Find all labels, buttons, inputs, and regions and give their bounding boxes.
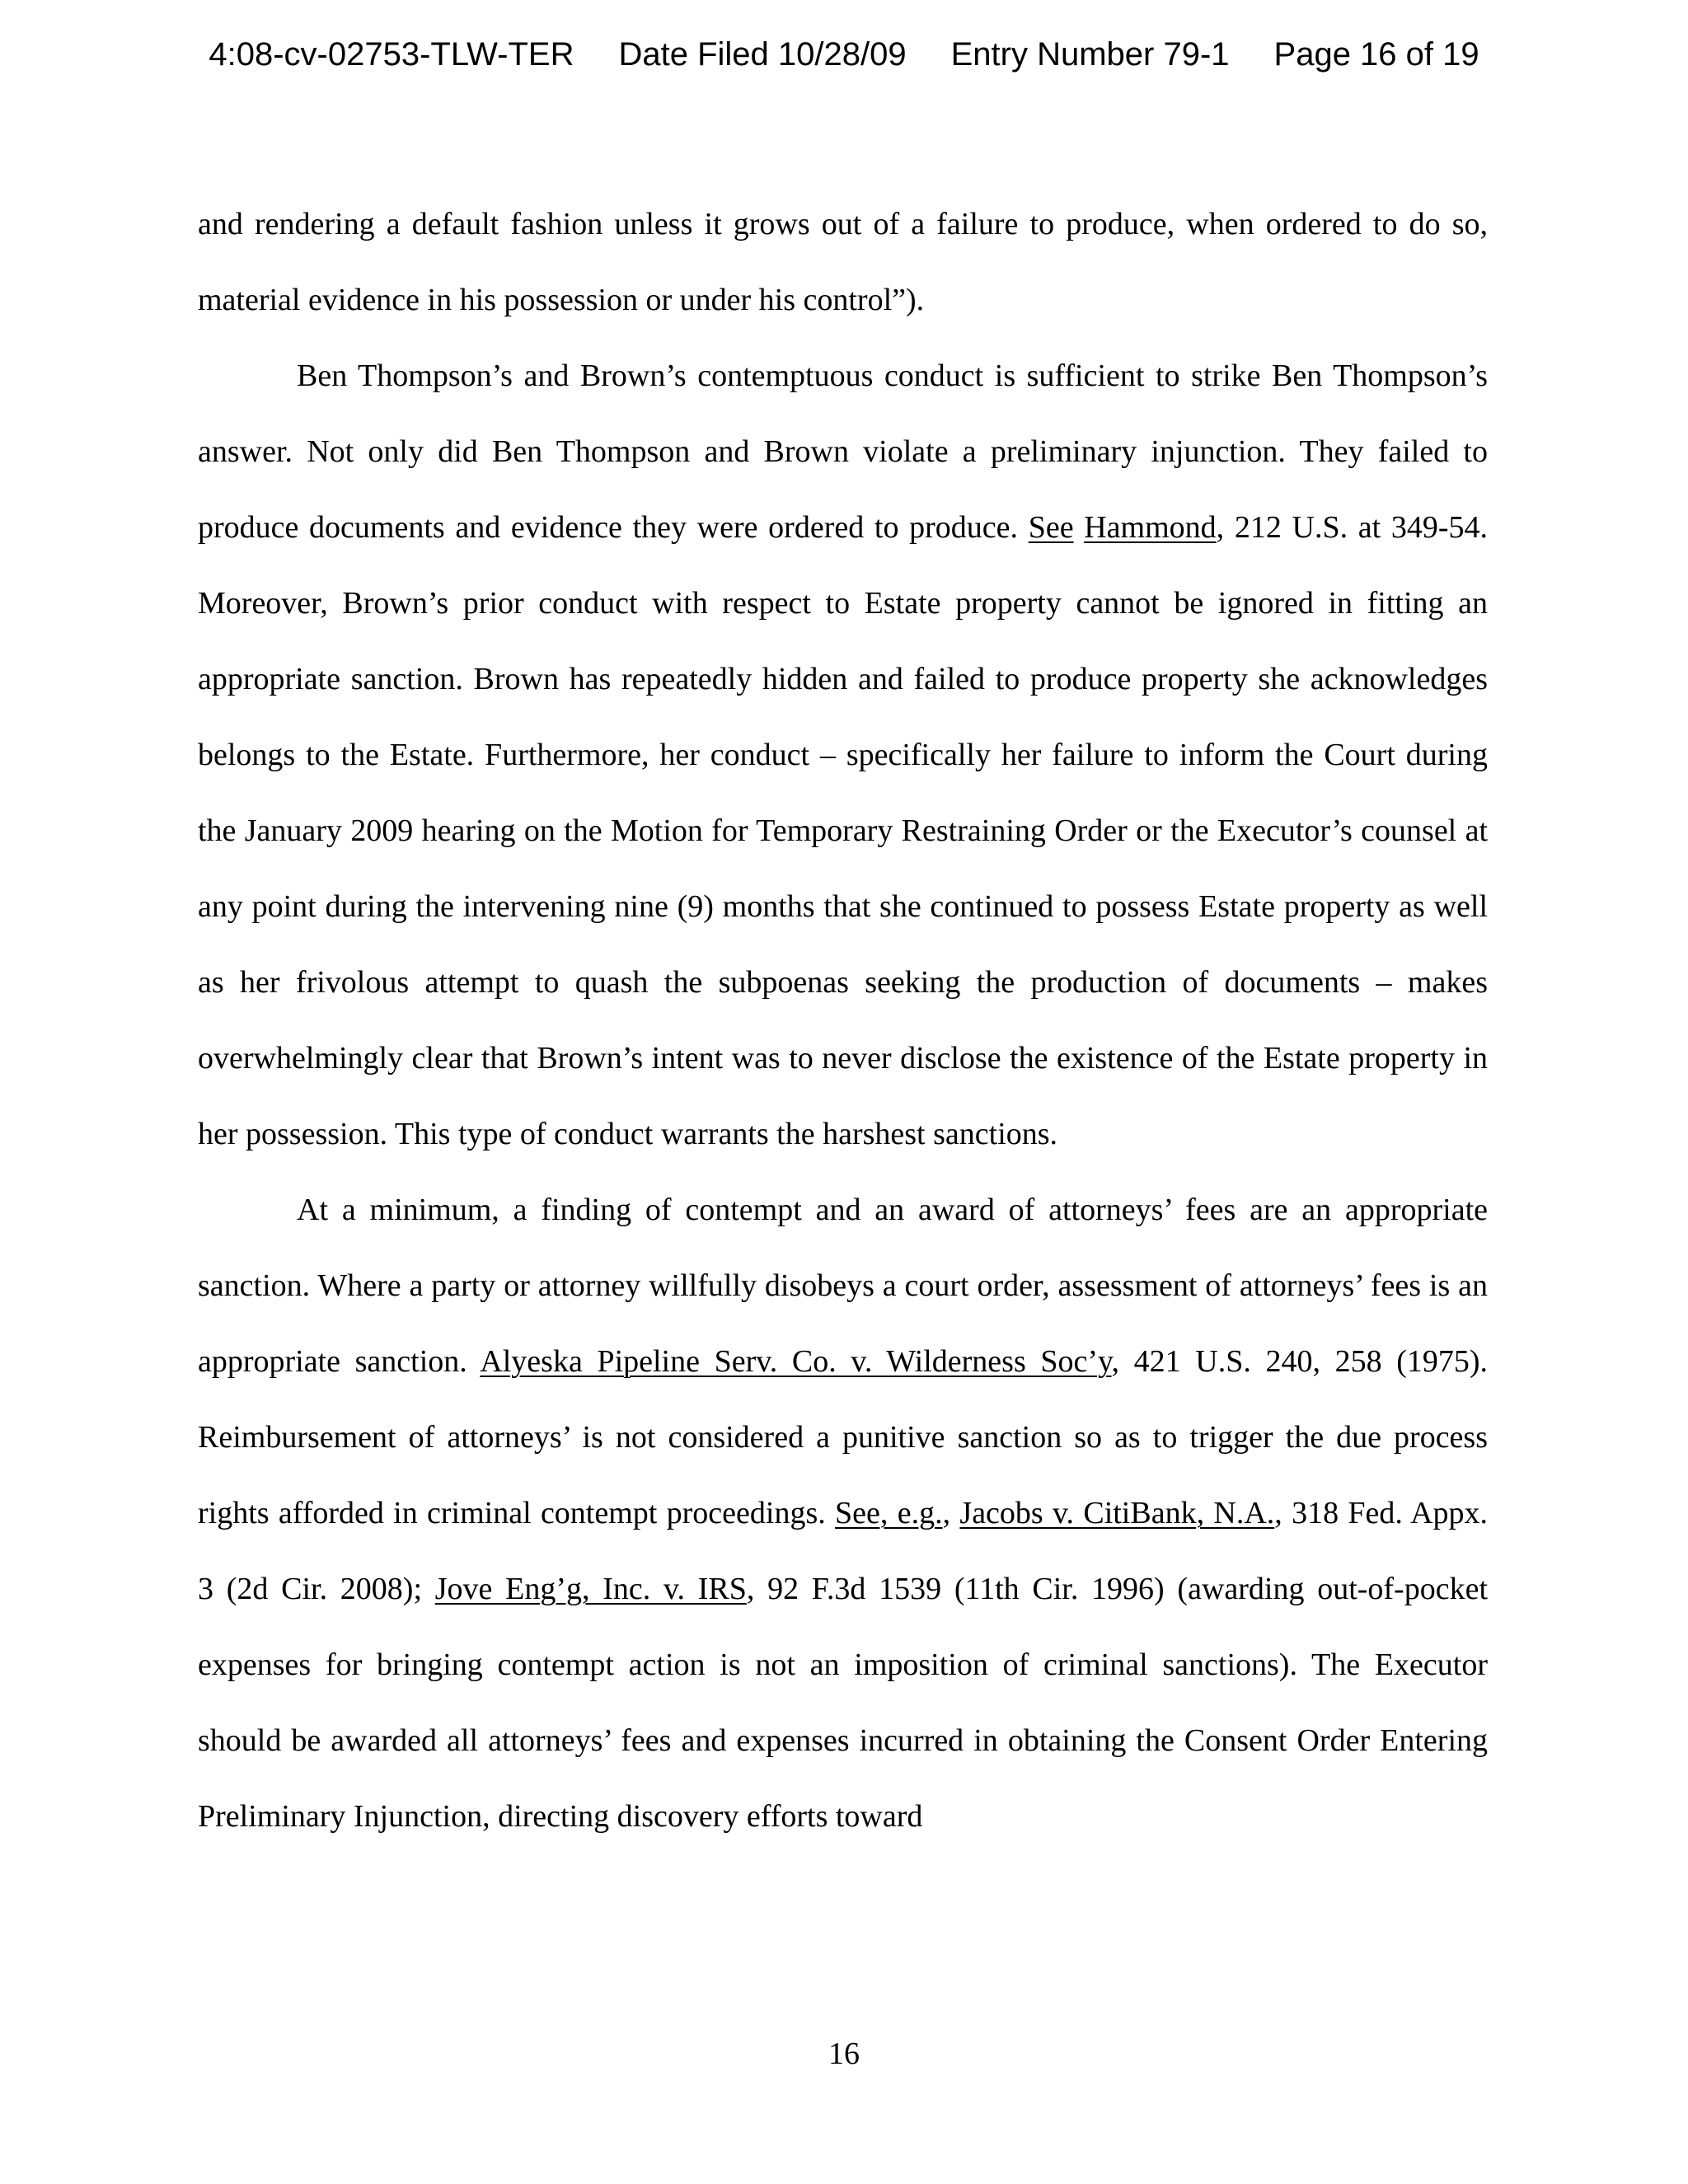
paragraph-text: and rendering a default fashion unless it grows out of a failure to produce, when ordered to do so, material evidence in his possession or under his control”). xyxy=(198,207,1488,317)
case-citation: Jacobs v. CitiBank, N.A. xyxy=(959,1496,1275,1530)
case-citation: Jove Eng’g, Inc. v. IRS xyxy=(434,1572,747,1606)
paragraph-text: , 318 Fed. Appx. 3 (2d Cir. 2008); xyxy=(198,1496,1489,1606)
paragraph-text: Ben Thompson’s and Brown’s contemptuous conduct is sufficient to strike Ben Thompson’s answer. Not only did Ben Thompson and Brown violate a preliminary injunction. They failed to produce documents and evidence they were ordered to produce. xyxy=(198,359,1488,545)
paragraph-sanctions-argument xyxy=(198,338,1488,1172)
paragraph-text xyxy=(1074,510,1085,545)
case-citation: Alyeska Pipeline Serv. Co. v. Wilderness Soc’y xyxy=(480,1344,1112,1379)
document-body xyxy=(198,186,1488,1854)
entry-number: Entry Number 79-1 xyxy=(950,36,1230,73)
date-filed: Date Filed 10/28/09 xyxy=(618,36,907,73)
case-citation: See xyxy=(1028,510,1074,545)
page-number: 16 xyxy=(828,2036,860,2071)
case-number: 4:08-cv-02753-TLW-TER xyxy=(209,36,574,73)
paragraph-text: , 421 U.S. 240, 258 (1975). Reimbursement of attorneys’ is not considered a punitive sanction so as to trigger the due process rights afforded in criminal contempt proceedings. xyxy=(198,1344,1489,1530)
case-citation: Hammond xyxy=(1084,510,1217,545)
paragraph-attorneys-fees xyxy=(198,1172,1488,1854)
paragraph-text: At a minimum, a finding of contempt and an award of attorneys’ fees are an appropriate sanction. Where a party or attorney willfully disobeys a court order, assessment of attorneys’ fees is an appropriate sanction. xyxy=(198,1193,1488,1379)
paragraph-text: , xyxy=(942,1496,960,1530)
paragraph-continuation xyxy=(198,186,1488,338)
page-label: Page 16 of 19 xyxy=(1273,36,1479,73)
paragraph-text: , 92 F.3d 1539 (11th Cir. 1996) (awarding out-of-pocket expenses for bringing contempt action is not an imposition of criminal sanctions). The Executor should be awarded all attorneys’ fees and expenses incurred in obtaining the Consent Order Entering Preliminary Injunction, directing discovery efforts toward xyxy=(198,1572,1488,1834)
court-filing-header xyxy=(0,36,1688,73)
case-citation: See, e.g. xyxy=(835,1496,943,1530)
paragraph-text: , 212 U.S. at 349-54. Moreover, Brown’s prior conduct with respect to Estate property cannot be ignored in fitting an appropriate sanction. Brown has repeatedly hidden and failed to produce property she acknowledges belongs to the Estate. Furthermore, her conduct – specifically her failure to inform the Court during the January 2009 hearing on the Motion for Temporary Restraining Order or the Executor’s counsel at any point during the intervening nine (9) months that she continued to possess Estate property as well as her frivolous attempt to quash the subpoenas seeking the production of documents – makes overwhelmingly clear that Brown’s intent was to never disclose the existence of the Estate property in her possession. This type of conduct warrants the harshest sanctions. xyxy=(198,510,1489,1151)
